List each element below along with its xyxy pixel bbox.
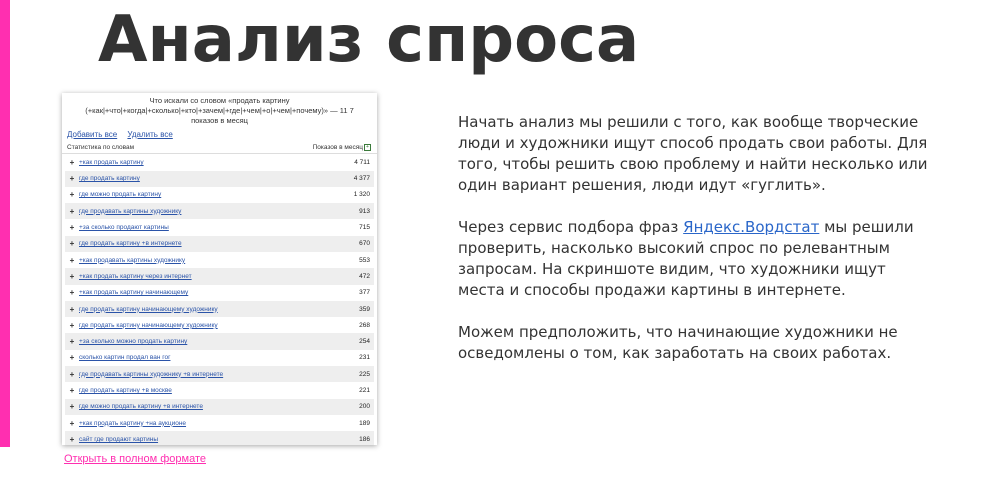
plus-icon: + <box>69 271 75 281</box>
impressions-count: 715 <box>359 224 370 232</box>
table-row <box>65 301 374 317</box>
phrase-link: где продать картину +в москве <box>79 387 172 395</box>
impressions-count: 225 <box>359 370 370 378</box>
impressions-count: 254 <box>359 338 370 346</box>
impressions-count: 221 <box>359 387 370 395</box>
plus-icon: + <box>69 157 75 167</box>
phrase-link: сколько картин продал ван гог <box>79 354 171 362</box>
screenshot-header-line: показов в месяц <box>191 116 248 125</box>
phrase-link: сайт где продают картины <box>79 435 159 443</box>
phrase-link: +как продавать картины художнику <box>79 256 186 264</box>
impressions-count: 913 <box>359 207 370 215</box>
table-row <box>65 219 374 235</box>
phrase-link: где можно продать картину <box>79 191 162 199</box>
plus-icon: + <box>69 402 75 412</box>
impressions-count: 189 <box>359 419 370 427</box>
impressions-count: 4 377 <box>353 175 370 183</box>
impressions-count: 1 320 <box>353 191 370 199</box>
plus-icon: + <box>69 206 75 216</box>
screenshot-header <box>62 93 377 126</box>
plus-icon: + <box>69 353 75 363</box>
plus-icon: + <box>69 223 75 233</box>
column-phrase-label: Статистика по словам <box>67 144 135 151</box>
phrase-link: где продавать картины художнику <box>79 207 182 215</box>
page-title: Анализ спроса <box>98 3 640 77</box>
plus-icon: + <box>69 418 75 428</box>
wordstat-screenshot <box>62 93 377 445</box>
impressions-count: 200 <box>359 403 370 411</box>
impressions-count: 377 <box>359 289 370 297</box>
table-row <box>65 399 374 415</box>
column-count-label: Показов в месяц <box>312 144 363 152</box>
accent-bar <box>0 0 10 447</box>
phrase-link: +как продать картину <box>79 158 144 166</box>
table-row <box>65 252 374 268</box>
phrase-link: +за сколько продают картины <box>79 224 169 232</box>
phrase-link: где продать картину <box>79 175 140 183</box>
plus-icon: + <box>69 369 75 379</box>
column-count-header <box>313 144 371 151</box>
phrase-link: где можно продать картину +в интернете <box>79 403 203 411</box>
paragraph-wordstat-start: Через сервис подбора фраз <box>458 218 684 236</box>
wordstat-link[interactable]: Яндекс.Вордстат <box>683 218 820 236</box>
remove-all-link: Удалить все <box>127 130 173 139</box>
plus-icon: + <box>69 255 75 265</box>
phrase-link: +как продать картину через интернет <box>79 272 192 280</box>
table-row <box>65 431 374 445</box>
add-box-icon: + <box>364 144 371 151</box>
table-row <box>65 236 374 252</box>
table-row <box>65 154 374 170</box>
phrase-link: +за сколько можно продать картину <box>79 338 188 346</box>
plus-icon: + <box>69 174 75 184</box>
screenshot-actions <box>62 126 377 141</box>
plus-icon: + <box>69 434 75 444</box>
impressions-count: 553 <box>359 256 370 264</box>
plus-icon: + <box>69 190 75 200</box>
phrase-link: +как продать картину начинающему <box>79 289 189 297</box>
table-row <box>65 268 374 284</box>
impressions-count: 359 <box>359 305 370 313</box>
impressions-count: 268 <box>359 321 370 329</box>
paragraph-intro: Начать анализ мы решили с того, как вообще творческие люди и художники ищут способ продать свои работы. Для того, чтобы решить свою проблему и найти несколько или один вариант решения, люди идут «гуглить». <box>458 113 928 194</box>
table-row <box>65 187 374 203</box>
phrase-link: где продать картину начинающему художнику <box>79 321 218 329</box>
phrase-link: +как продать картину +на аукционе <box>79 419 187 427</box>
add-all-link: Добавить все <box>67 130 118 139</box>
paragraph-wordstat <box>458 217 928 301</box>
plus-icon: + <box>69 239 75 249</box>
table-row <box>65 317 374 333</box>
plus-icon: + <box>69 386 75 396</box>
screenshot-header-line: (+как|+что|+когда|+сколько|+кто|+зачем|+где|+чем|+о|+чем|+почему)» — 11 7 <box>85 106 354 115</box>
table-row <box>65 415 374 431</box>
impressions-count: 472 <box>359 272 370 280</box>
plus-icon: + <box>69 320 75 330</box>
phrase-link: где продать картину +в интернете <box>79 240 182 248</box>
table-row <box>65 171 374 187</box>
impressions-count: 4 711 <box>354 158 370 166</box>
paragraph-wordstat-end: мы решили проверить, насколько высокий спрос по релевантным запросам. На скриншоте видим, что художники ищут места и способы продажи картины в интернете. <box>458 218 914 299</box>
impressions-count: 231 <box>359 354 370 362</box>
paragraph-conclusion: Можем предположить, что начинающие художники не осведомлены о том, как заработать на своих работах. <box>458 323 898 362</box>
impressions-count: 186 <box>359 435 370 443</box>
stats-table <box>62 154 377 445</box>
plus-icon: + <box>69 304 75 314</box>
plus-icon: + <box>69 337 75 347</box>
table-row <box>65 333 374 349</box>
table-row <box>65 203 374 219</box>
screenshot-header-line: Что искали со словом «продать картину <box>149 96 290 105</box>
table-row <box>65 382 374 398</box>
phrase-link: где продавать картины художнику +в интернете <box>79 370 224 378</box>
table-row <box>65 285 374 301</box>
table-row <box>65 350 374 366</box>
article-text <box>458 112 928 385</box>
phrase-link: где продать картину начинающему художнику <box>79 305 218 313</box>
table-row <box>65 366 374 382</box>
table-header <box>62 141 377 154</box>
open-full-format-link[interactable]: Открыть в полном формате <box>64 453 206 465</box>
impressions-count: 670 <box>359 240 370 248</box>
plus-icon: + <box>69 288 75 298</box>
